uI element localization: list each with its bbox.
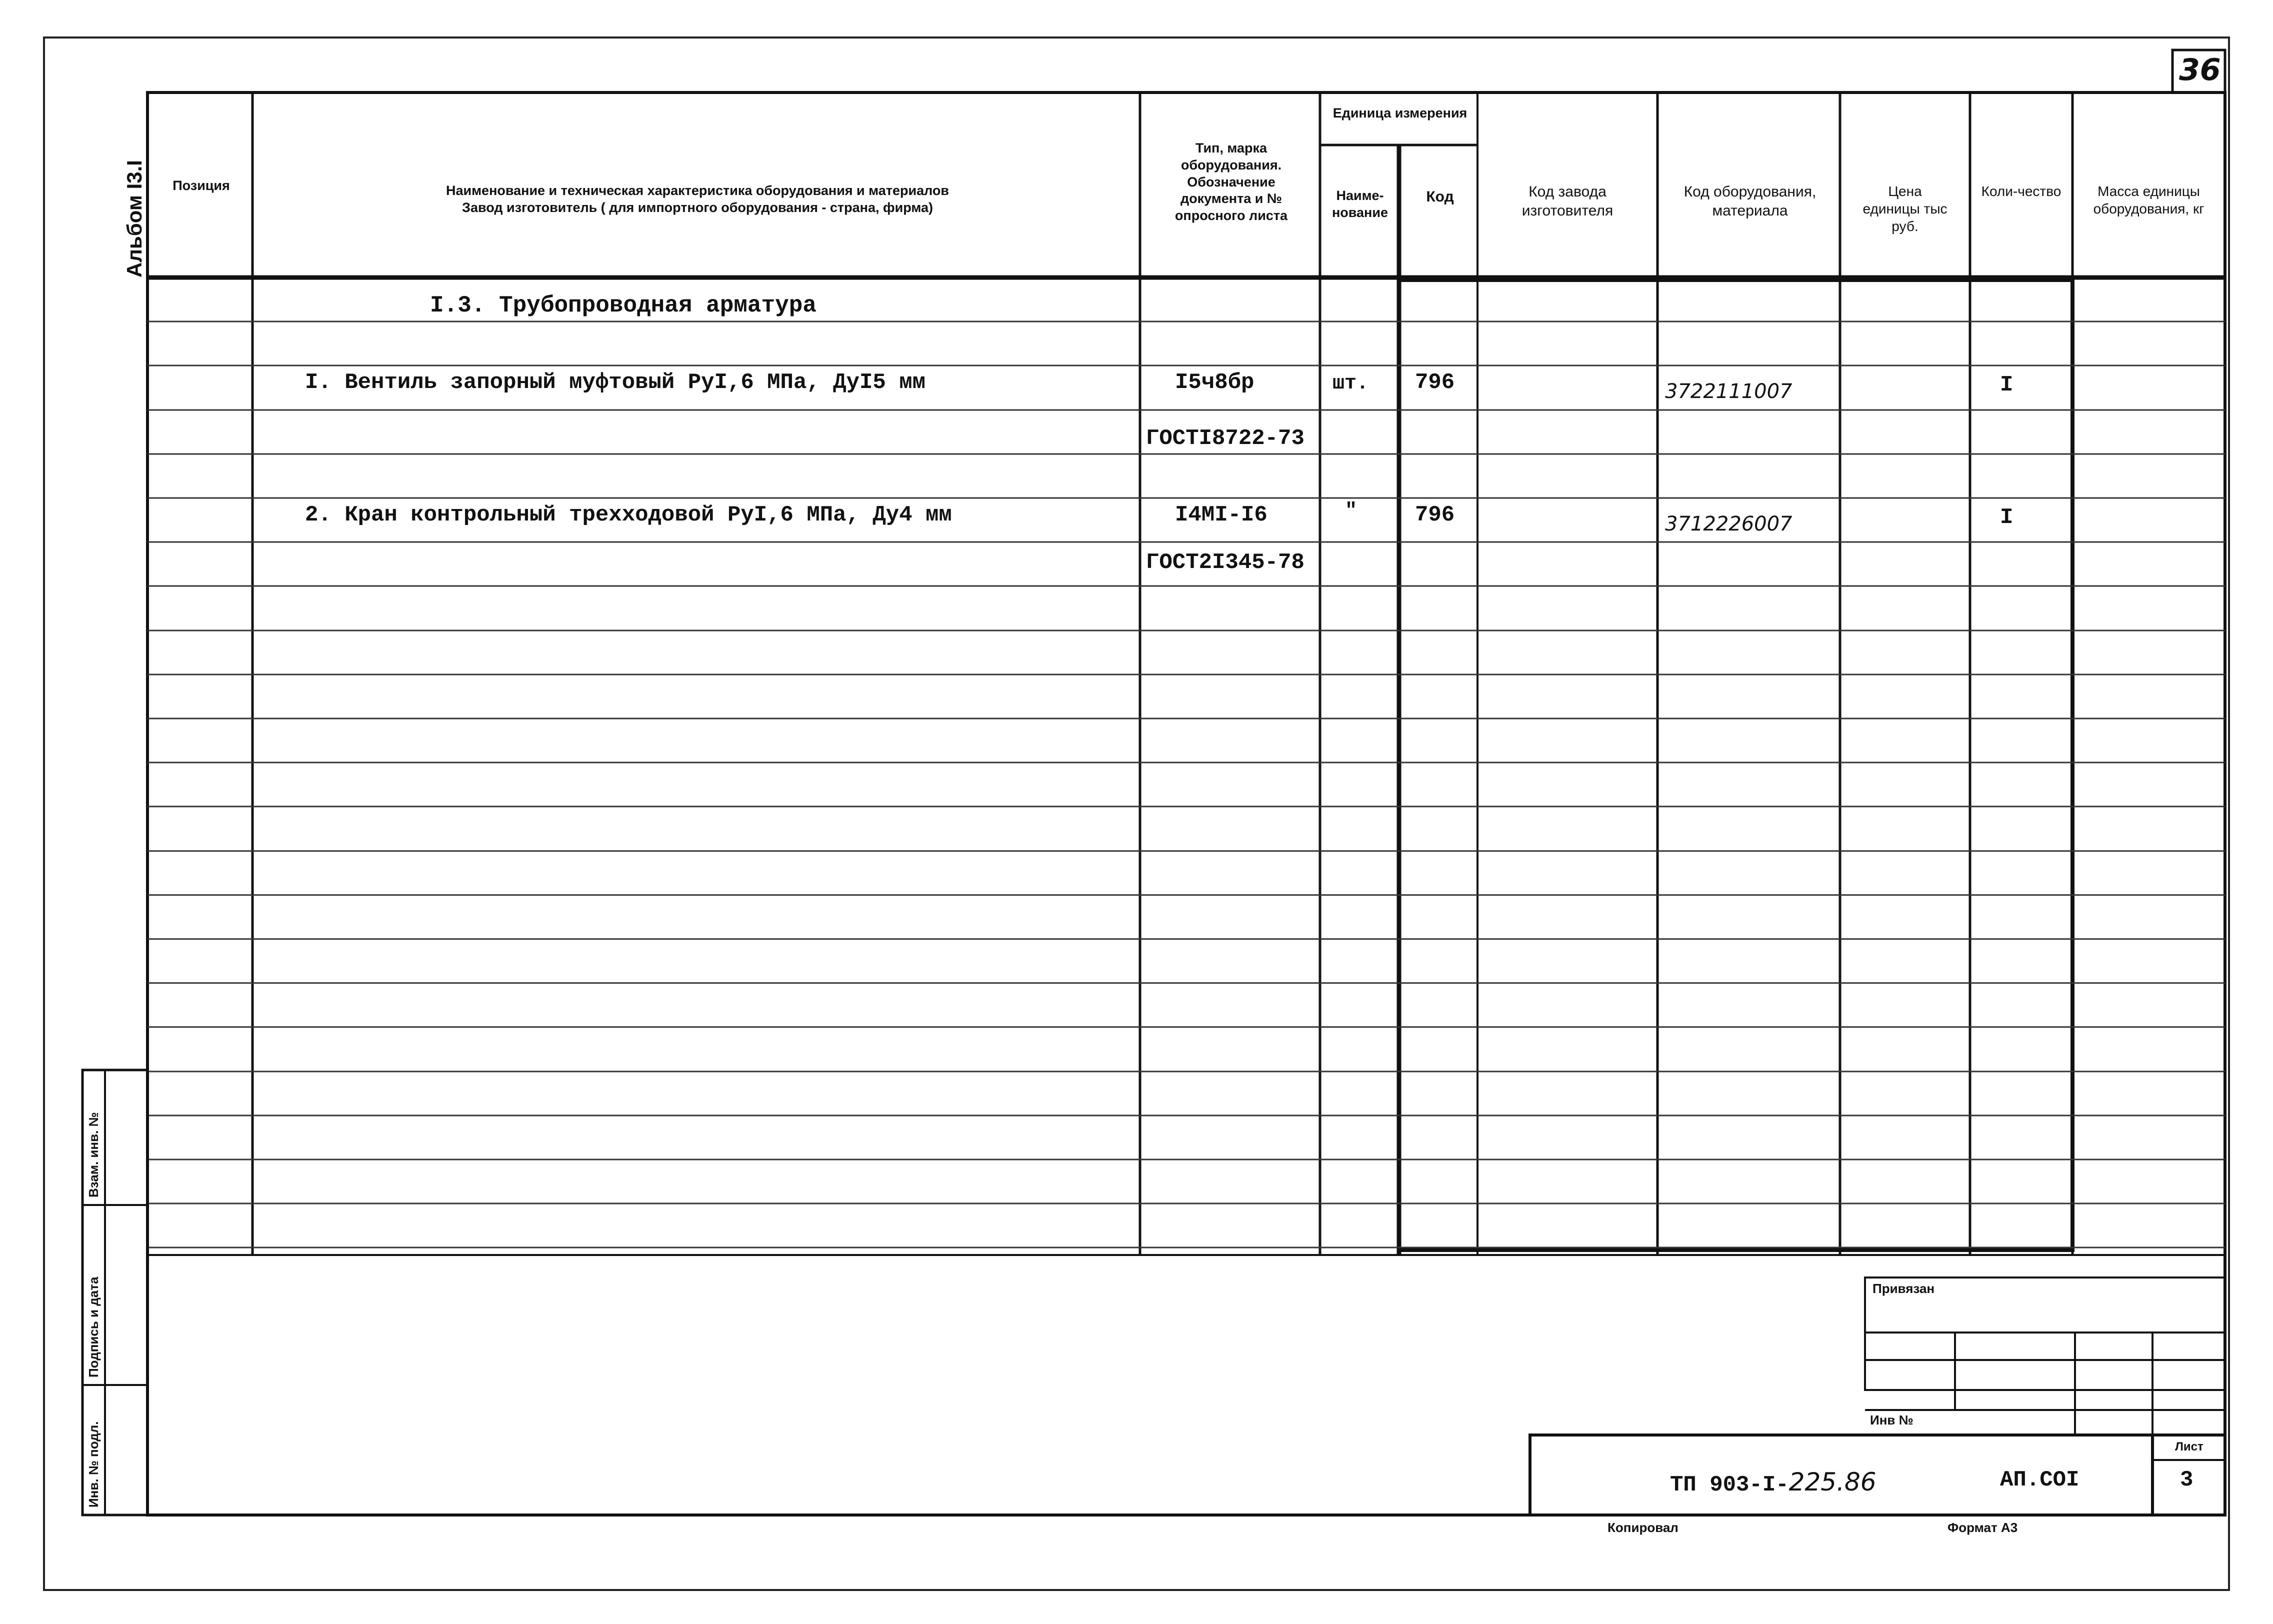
item-2-qty: I xyxy=(2000,505,2014,530)
header-price: Цена единицы тыс руб. xyxy=(1862,184,1948,234)
header-qty: Коли-чество xyxy=(1981,184,2062,199)
header-type-l3: Обозначение xyxy=(1187,174,1276,190)
title-privyazan: Привязан xyxy=(1872,1281,1935,1296)
item-1-code: 796 xyxy=(1415,370,1455,395)
item-1-unit: шт. xyxy=(1332,372,1369,395)
item-2-name: 2. Кран контрольный трехходовой РуI,6 МПа, Ду4 мм xyxy=(305,502,952,528)
header-name-line1: Наименование и техническая характеристика оборудования и материалов xyxy=(446,183,950,198)
stamp-podpis: Подпись и дата xyxy=(86,1276,101,1378)
item-1-type: I5ч8бр xyxy=(1175,370,1254,395)
item-2-code: 796 xyxy=(1415,502,1455,528)
item-2-unit: " xyxy=(1345,500,1358,522)
header-unit-group: Единица измерения xyxy=(1332,106,1468,120)
item-1-equip-code: 3722111007 xyxy=(1665,380,1792,403)
title-inv-no: Инв № xyxy=(1870,1412,1914,1428)
footer-copied: Копировал xyxy=(1608,1520,1678,1535)
header-unit-name: Наиме-нование xyxy=(1332,188,1388,220)
stamp-vzam: Взам. инв. № xyxy=(86,1112,101,1198)
header-mass: Масса единицы оборудования, кг xyxy=(2093,184,2204,216)
header-name xyxy=(255,182,1140,216)
title-doc-code-hand: 225.86 xyxy=(1788,1468,1876,1496)
title-sheet-no: 3 xyxy=(2180,1468,2194,1492)
album-label: Альбом I3.I xyxy=(122,160,146,278)
header-type-l1: Тип, марка xyxy=(1195,140,1268,156)
header-type-l5: опросного листа xyxy=(1174,208,1288,223)
header-equip-code: Код оборудования, материала xyxy=(1684,184,1816,219)
item-1-doc: ГОСТI8722-73 xyxy=(1146,426,1304,451)
item-1-name: I. Вентиль запорный муфтовый РуI,6 МПа, ДуI5 мм xyxy=(305,370,926,395)
title-sheet-code: АП.COI xyxy=(2000,1468,2080,1492)
header-type-l2: оборудования. xyxy=(1180,157,1282,172)
item-2-doc: ГОСТ2I345-78 xyxy=(1146,550,1304,575)
header-position: Позиция xyxy=(172,178,230,193)
header-type-l4: документа и № xyxy=(1180,191,1282,206)
sheet-number: 36 xyxy=(2179,52,2221,88)
header-name-line2: Завод изготовитель ( для импортного оборудования - страна, фирма) xyxy=(462,200,933,215)
header-type xyxy=(1142,140,1320,224)
stamp-inv: Инв. № подл. xyxy=(86,1421,101,1508)
section-title: I.3. Трубопроводная арматура xyxy=(430,292,816,318)
footer-format: Формат А3 xyxy=(1948,1520,2018,1535)
item-2-equip-code: 3712226007 xyxy=(1665,512,1792,536)
title-list-label: Лист xyxy=(2175,1440,2204,1454)
item-1-qty: I xyxy=(2000,372,2014,398)
item-2-type: I4MI-I6 xyxy=(1175,502,1268,528)
title-doc-code-printed: ТП 903-I- xyxy=(1670,1472,1789,1498)
header-unit-code: Код xyxy=(1426,188,1454,205)
header-plant-code: Код завода изготовителя xyxy=(1522,184,1614,219)
title-doc-code xyxy=(1670,1468,1876,1498)
